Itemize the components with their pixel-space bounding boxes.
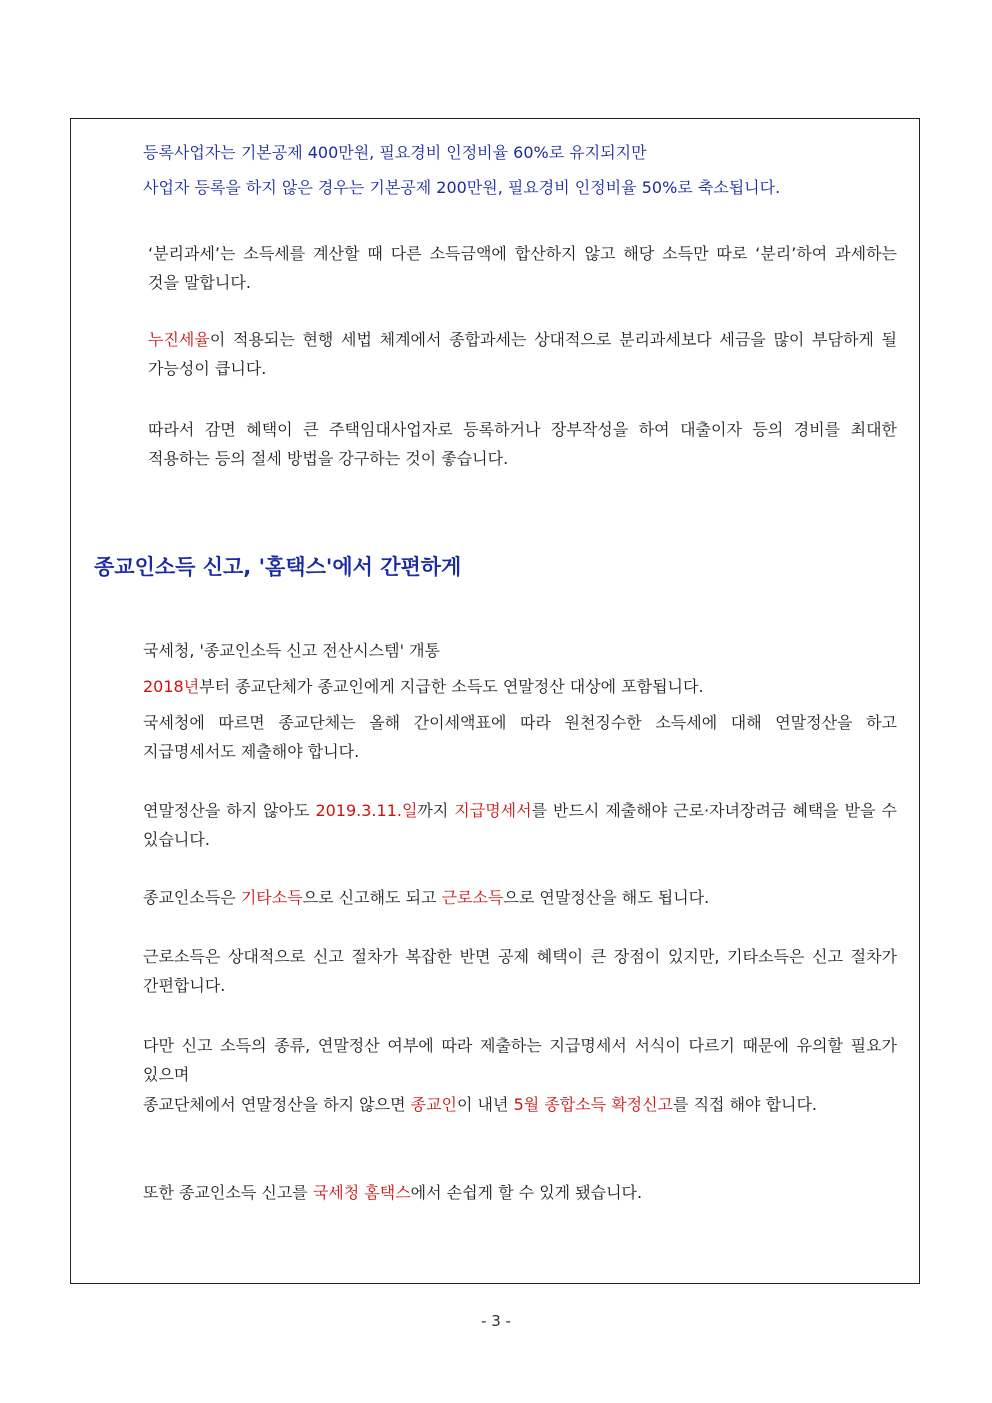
page-number: - 3 - <box>481 1312 511 1330</box>
deadline-text-a: 연말정산을 하지 않아도 <box>143 801 316 820</box>
caution-paragraph: 다만 신고 소득의 종류, 연말정산 여부에 따라 제출하는 지급명세서 서식이 다르기 때문에 유의할 필요가 있으며 <box>143 1036 897 1084</box>
other-income-highlight: 기타소득 <box>240 888 303 907</box>
intro-line: 국세청, '종교인소득 신고 전산시스템' 개통 <box>143 641 440 660</box>
deadline-paragraph <box>143 796 897 854</box>
may-filing-text-c: 를 직접 해야 합니다. <box>673 1095 818 1114</box>
income-type-text-a: 종교인소득은 <box>143 888 241 907</box>
progressive-rate-text: 이 적용되는 현행 세법 체계에서 종합과세는 상대적으로 분리과세보다 세금을 많이 부담하게 될 가능성이 큽니다. <box>148 330 897 378</box>
clergy-highlight: 종교인 <box>410 1095 458 1114</box>
comparison-paragraph: 근로소득은 상대적으로 신고 절차가 복잡한 반면 공제 혜택이 큰 장점이 있지만, 기타소득은 신고 절차가 간편합니다. <box>143 947 897 995</box>
withholding-paragraph: 국세청에 따르면 종교단체는 올해 간이세액표에 따라 원천징수한 소득세에 대해 연말정산을 하고 지급명세서도 제출해야 합니다. <box>143 713 897 761</box>
paragraph-2018 <box>143 672 897 701</box>
earned-income-highlight: 근로소득 <box>441 888 504 907</box>
may-filing-text-a: 종교단체에서 연말정산을 하지 않으면 <box>143 1095 411 1114</box>
hometax-highlight: 국세청 홈택스 <box>312 1183 411 1202</box>
hometax-text-b: 에서 손쉽게 할 수 있게 됐습니다. <box>410 1183 643 1202</box>
blue-line-registered: 등록사업자는 기본공제 400만원, 필요경비 인정비율 60%로 유지되지만 <box>143 143 647 162</box>
year-highlight: 2018년 <box>143 677 200 696</box>
income-type-paragraph <box>143 883 897 912</box>
may-filing-paragraph <box>143 1090 897 1119</box>
hometax-text-a: 또한 종교인소득 신고를 <box>143 1183 313 1202</box>
section-heading: 종교인소득 신고, '홈택스'에서 간편하게 <box>94 555 462 579</box>
deadline-text-c: 를 반드시 제출해야 근로·자녀장려금 혜택을 받을 수 있습니다. <box>143 801 897 849</box>
separate-tax-paragraph: ‘분리과세’는 소득세를 계산할 때 다른 소득금액에 합산하지 않고 해당 소득만 따로 ‘분리’하여 과세하는 것을 말합니다. <box>148 244 897 292</box>
income-type-text-c: 으로 연말정산을 해도 됩니다. <box>503 888 710 907</box>
progressive-tax-paragraph <box>148 325 897 383</box>
hometax-paragraph <box>143 1178 897 1207</box>
may-filing-highlight: 5월 종합소득 확정신고 <box>513 1095 674 1114</box>
tax-saving-paragraph: 따라서 감면 혜택이 큰 주택임대사업자로 등록하거나 장부작성을 하여 대출이자 등의 경비를 최대한 적용하는 등의 절세 방법을 강구하는 것이 좋습니다. <box>148 420 897 468</box>
statement-highlight: 지급명세서 <box>454 801 532 820</box>
year-text: 부터 종교단체가 종교인에게 지급한 소득도 연말정산 대상에 포함됩니다. <box>199 677 704 696</box>
income-type-text-b: 으로 신고해도 되고 <box>302 888 442 907</box>
progressive-rate-highlight: 누진세율 <box>148 330 210 349</box>
blue-line-unregistered: 사업자 등록을 하지 않은 경우는 기본공제 200만원, 필요경비 인정비율 50%로 축소됩니다. <box>143 178 781 197</box>
deadline-text-b: 까지 <box>417 801 455 820</box>
may-filing-text-b: 이 내년 <box>457 1095 514 1114</box>
deadline-date-highlight: 2019.3.11.일 <box>315 801 418 820</box>
